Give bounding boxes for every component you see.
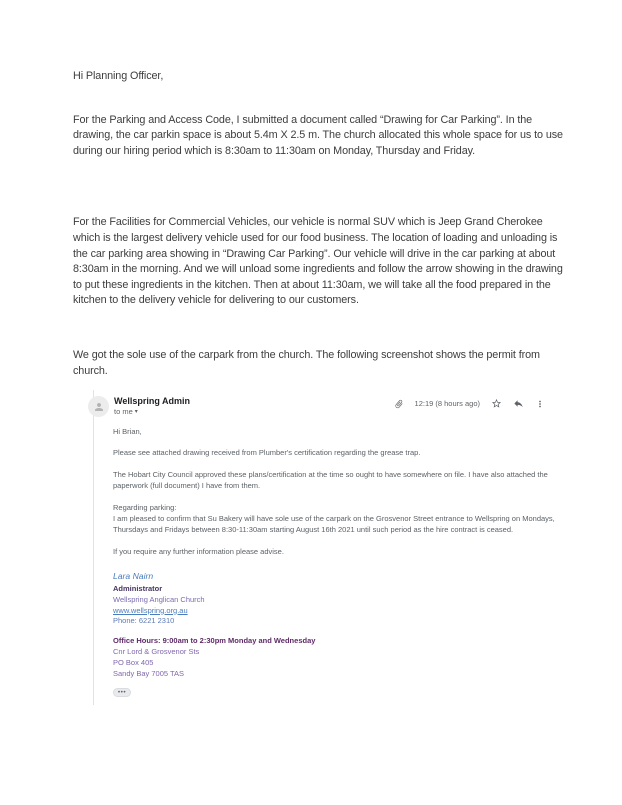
letter-body xyxy=(73,69,567,379)
reply-button[interactable] xyxy=(513,398,524,409)
signature-website-link[interactable]: www.wellspring.org.au xyxy=(113,605,188,615)
email-paragraph-council: The Hobart City Council approved these plans/certification at the time so ought to have somewhere on file. I have also attached the paperwork (full document) I have from them. xyxy=(113,469,548,491)
letter-greeting: Hi Planning Officer, xyxy=(73,70,164,82)
signature-office-hours: Office Hours: 9:00am to 2:30pm Monday and Wednesday xyxy=(113,636,316,646)
letter-paragraph-commercial-vehicles: For the Facilities for Commercial Vehicles, our vehicle is normal SUV which is Jeep Grand Cherokee which is the largest delivery vehicle used for our food business. The location of loading and unloading is the car parking area showing in “Drawing Car Parking”. Our vehicle will drive in the car parking at about 8:30am in the morning. And we will unload some ingredients and follow the arrow showing in the drawing to put these ingredients in the kitchen. Then at about 11:30am, we will take all the food prepared in the kitchen to the delivery vehicle for delivering to our customers. xyxy=(73,216,563,307)
letter-paragraph-parking-code: For the Parking and Access Code, I submitted a document called “Drawing for Car Parking”. In the drawing, the car parkin space is about 5.4m X 2.5 m. The church allocated this whole space for us to use during our hiring period which is 8:30am to 11:30am on Monday, Thursday and Friday. xyxy=(73,113,563,157)
email-header-meta xyxy=(394,398,575,409)
avatar xyxy=(88,396,109,417)
recipient-label: to me xyxy=(114,407,133,416)
signature-address-line3: Sandy Bay 7005 TAS xyxy=(113,668,185,678)
email-timestamp: 12:19 (8 hours ago) xyxy=(414,399,480,408)
email-body xyxy=(113,426,571,557)
sender-block xyxy=(114,396,190,417)
paperclip-icon xyxy=(394,399,404,409)
recipient-dropdown[interactable] xyxy=(114,407,190,417)
email-paragraph-drawing: Please see attached drawing received from Plumber's certification regarding the grease trap. xyxy=(113,448,421,458)
signature-address-line2: PO Box 405 xyxy=(113,657,154,667)
signature-spacer xyxy=(113,627,575,636)
email-paragraph-parking-label: Regarding parking: xyxy=(113,502,177,512)
signature-organization: Wellspring Anglican Church xyxy=(113,594,205,604)
signature-title: Administrator xyxy=(113,584,163,594)
letter-paragraph-sole-use: We got the sole use of the carpark from the church. The following screenshot shows the permit from church. xyxy=(73,348,540,377)
show-trimmed-content-button[interactable]: ••• xyxy=(113,688,131,697)
more-vert-button[interactable] xyxy=(535,399,545,409)
star-button[interactable] xyxy=(491,398,502,409)
email-paragraph-parking-confirmation: I am pleased to confirm that Su Bakery will have sole use of the carpark on the Grosvenor Street entrance to Wellspring on Mondays, Thursdays and Fridays between 8:30-11:30am starting August 16th 2021 until such period as the hire contract is ceased. xyxy=(113,514,555,535)
email-signature xyxy=(113,571,575,679)
signature-name: Lara Nairn xyxy=(113,571,154,582)
person-icon xyxy=(93,401,105,413)
email-screenshot xyxy=(93,390,575,705)
email-header xyxy=(88,396,575,417)
signature-phone: Phone: 6221 2310 xyxy=(113,616,175,626)
chevron-down-icon: ▾ xyxy=(134,409,138,415)
email-paragraph-further-info: If you require any further information please advise. xyxy=(113,546,284,556)
signature-address-line1: Cnr Lord & Grosvenor Sts xyxy=(113,647,200,657)
email-greeting: Hi Brian, xyxy=(113,427,142,436)
sender-name: Wellspring Admin xyxy=(114,396,191,406)
